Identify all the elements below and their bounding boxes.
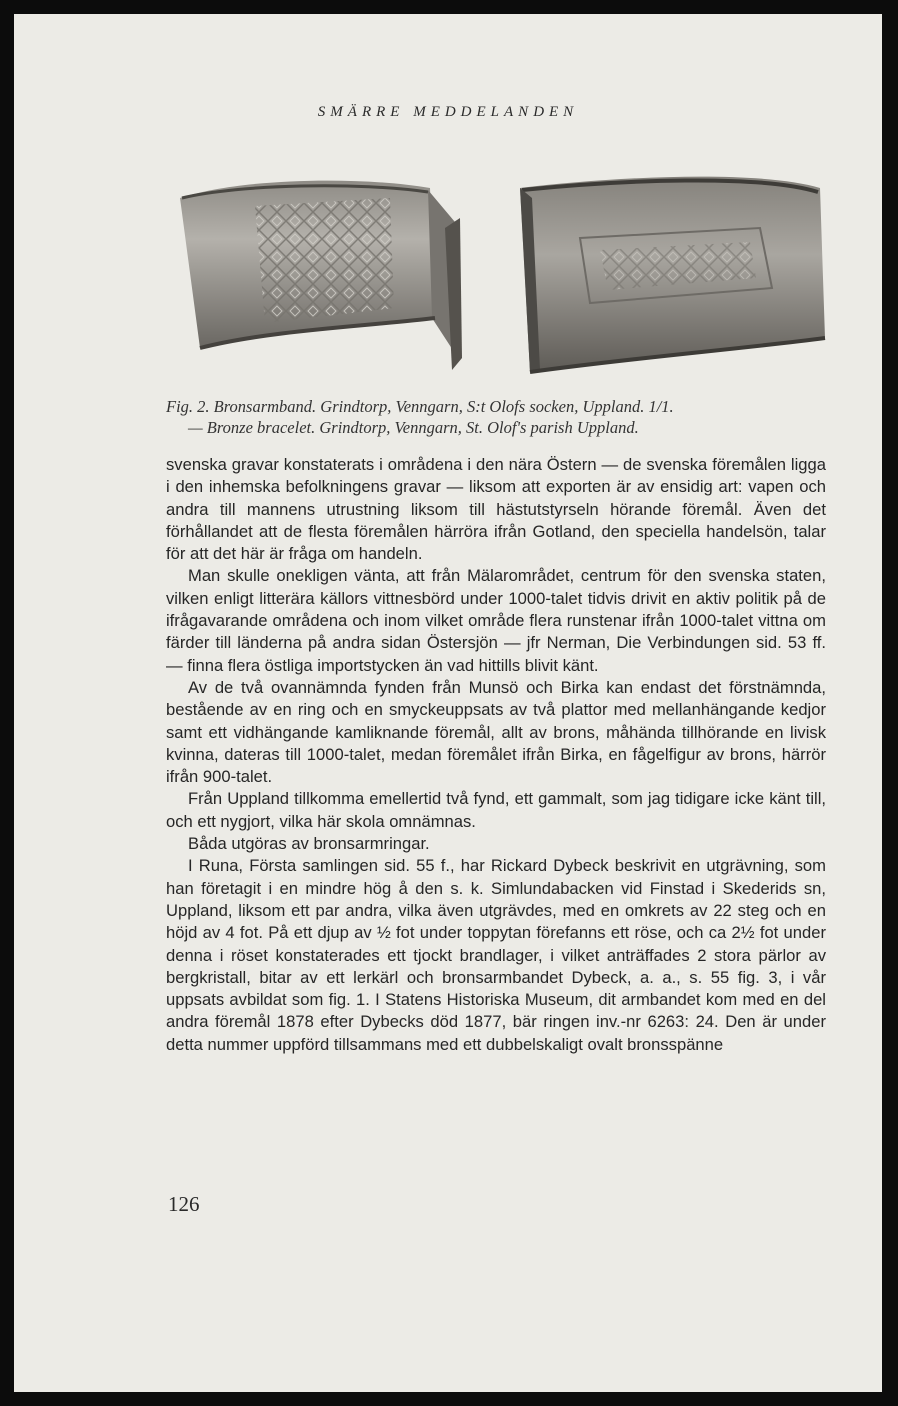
figure-caption bbox=[166, 396, 846, 438]
figure-caption-line-2: — Bronze bracelet. Grindtorp, Venngarn, St. Olof's parish Uppland. bbox=[188, 418, 639, 437]
paragraph-3: Av de två ovannämnda fynden från Munsö och Birka kan endast det förstnämnda, bestående av en ring och en smyckeuppsats av två plattor med mellanhängande kedjor samt ett vidhängande kamliknande föremål, allt av brons, måhända tillhörande en livisk kvinna, dateras till 1000-talet, medan föremålet ifrån Birka, en fågelfigur av brons, härrör ifrån 900-talet. bbox=[166, 677, 826, 787]
book-page bbox=[14, 14, 882, 1392]
paragraph-1: svenska gravar konstaterats i områdena i den nära Östern — de svenska föremålen ligga i den inhemska befolkningens gravar — liksom att exporten är av ensidig art: vapen och andra till mannens utrustning liksom till hästutstyrseln hörande föremål. Även det förhållandet att de flesta föremålen härröra ifrån Gotland, den speciella handelsön, talar för att det här är fråga om handeln. bbox=[166, 455, 826, 564]
paragraph-5: Båda utgöras av bronsarmringar. bbox=[188, 834, 430, 854]
page-number: 126 bbox=[168, 1192, 200, 1216]
paragraph-4: Från Uppland tillkomma emellertid två fynd, ett gammalt, som jag tidigare icke känt till, och ett nygjort, vilka här skola omnämnas. bbox=[166, 789, 826, 831]
right-bracelet bbox=[520, 177, 825, 372]
figure-caption-line-1: Fig. 2. Bronsarmband. Grindtorp, Venngarn, S:t Olofs socken, Uppland. 1/1. bbox=[166, 397, 674, 416]
body-text bbox=[166, 454, 826, 1056]
paragraph-2: Man skulle onekligen vänta, att från Mälarområdet, centrum för den svenska staten, vilken enligt litterära källors vittnesbörd under 1000-talet tidvis drivit en aktiv politik på de ifrågavarande områdena och inom vilket område flera runstenar ifrån 1000-talet vittna om färder till länderna på andra sidan Östersjön — jfr Nerman, Die Verbindungen sid. 53 ff. — finna flera östliga importstycken än vad hittills blivit känt. bbox=[166, 566, 826, 675]
paragraph-6: I Runa, Första samlingen sid. 55 f., har Rickard Dybeck beskrivit en utgrävning, som han företagit i en mindre hög å den s. k. Simlundabacken vid Finstad i Skederids sn, Uppland, liksom ett par andra, vilka även utgrävdes, med en omkrets av 22 steg och en höjd av 4 fot. På ett djup av ½ fot under toppytan förefanns ett röse, och ca 2½ fot under denna i röset konstaterades ett tjockt brandlager, i vilket anträffades 2 stora pärlor av bergkristall, bitar av ett lerkärl och bronsarmbandet Dybeck, a. a., s. 55 fig. 3, i vår uppsats avbildat som fig. 1. I Statens Historiska Museum, dit armbandet kom med en del andra föremål 1878 efter Dybecks död 1877, bär ringen inv.-nr 6263: 24. Den är under detta nummer uppförd tillsammans med ett dubbelskaligt ovalt bronsspänne bbox=[166, 856, 826, 1054]
left-bracelet bbox=[180, 181, 462, 370]
bracelet-photograph bbox=[160, 158, 830, 388]
running-head: SMÄRRE MEDDELANDEN bbox=[317, 104, 579, 120]
